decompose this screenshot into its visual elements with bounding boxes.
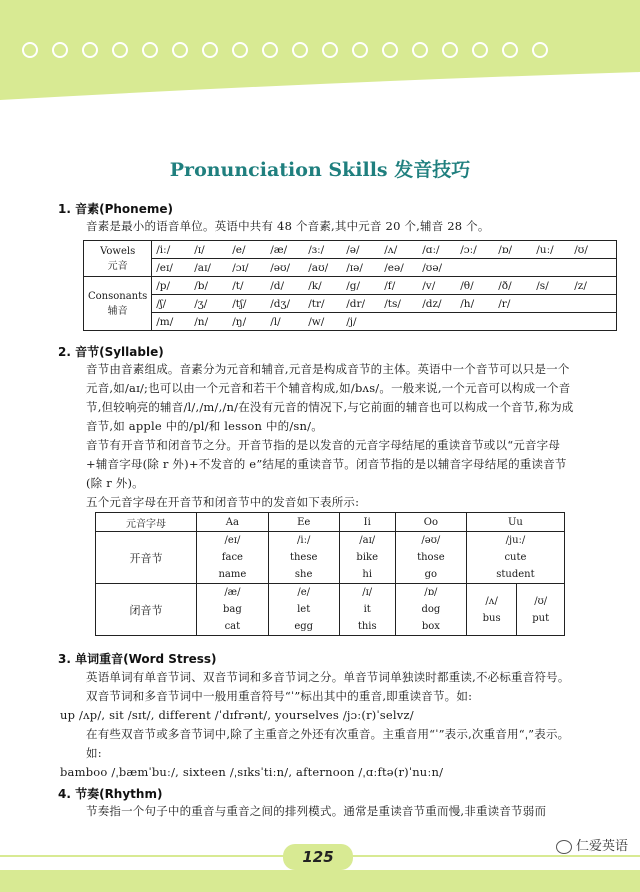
wechat-icon (556, 840, 572, 854)
phoneme-cell: /t/ (232, 279, 244, 292)
phoneme-cell: /v/ (422, 279, 436, 292)
phoneme-cell: /aɪ/ (194, 261, 211, 274)
phoneme-cell: /tʃ/ (232, 297, 247, 310)
table-header-cell: 元音字母 (96, 513, 197, 532)
consonants-row (152, 277, 617, 295)
phoneme-cell: /z/ (574, 279, 587, 292)
table-cell: /ʊ/ put (517, 584, 565, 636)
paragraph: 英语单词有单音节词、双音节词和多音节词之分。单音节词单独读时都重读,不必标重音符号。双音节词和多音节词中一般用重音符号“ˈ”标出其中的重音,即重读音节。如: up /ʌp/, sit /sɪt/, different /ˈdɪfrənt/, yourselves /jɔː(r)ˈselvz/ 在有些双音节或多音节词中,除了主重音之外还有次重音。主重音用“ˈ”表示,次重音用“ˌ”表示。如: bamboo /ˌbæmˈbuː/, sixteen /ˌsɪksˈtiːn/, afternoon /ˌɑːftə(r)ˈnuːn/ (60, 668, 580, 782)
footer-band (0, 870, 640, 892)
phoneme-cell: /ŋ/ (232, 315, 247, 328)
table-header-cell: Ee (268, 513, 339, 532)
phoneme-cell: /ʌ/ (384, 243, 398, 256)
page-number: 125 (283, 844, 353, 870)
phoneme-cell: /ɪ/ (194, 243, 205, 256)
phoneme-cell: /dʒ/ (270, 297, 290, 310)
phoneme-cell: /θ/ (460, 279, 474, 292)
phoneme-cell: /ʊ/ (574, 243, 588, 256)
consonants-row (152, 295, 617, 313)
consonants-row (152, 313, 617, 331)
phoneme-cell: /g/ (346, 279, 361, 292)
table-cell: /aɪ/ bike hi (339, 532, 395, 584)
phoneme-cell: /ɒ/ (498, 243, 513, 256)
section-heading-phoneme: 1. 音素(Phoneme) (58, 202, 173, 216)
example-line: up /ʌp/, sit /sɪt/, different /ˈdɪfrənt/, yourselves /jɔː(r)ˈselvz/ (60, 708, 414, 722)
phoneme-cell: /m/ (156, 315, 174, 328)
paragraph: 节奏指一个句子中的重音与重音之间的排列模式。通常是重读音节重而慢,非重读音节弱而 (86, 804, 547, 818)
phoneme-cell: /ʊə/ (422, 261, 443, 274)
page-title: Pronunciation Skills 发音技巧 (169, 159, 471, 181)
phoneme-cell: /uː/ (536, 243, 554, 256)
phoneme-cell: /l/ (270, 315, 281, 328)
phoneme-cell: /ʒ/ (194, 297, 208, 310)
vowels-row (152, 241, 617, 259)
banner-curve (0, 62, 640, 102)
section-heading-rhythm: 4. 节奏(Rhythm) (58, 787, 163, 801)
table-header-cell: Aa (197, 513, 269, 532)
phoneme-cell: /k/ (308, 279, 322, 292)
vowels-row (152, 259, 617, 277)
phoneme-cell: /ɑː/ (422, 243, 440, 256)
phoneme-cell: /ə/ (346, 243, 360, 256)
phoneme-cell: /ʃ/ (156, 297, 167, 310)
phoneme-cell: /ð/ (498, 279, 512, 292)
phoneme-cell: /ɔɪ/ (232, 261, 249, 274)
phoneme-cell: /dz/ (422, 297, 442, 310)
phoneme-cell: /h/ (460, 297, 475, 310)
phoneme-cell: /f/ (384, 279, 396, 292)
phoneme-cell: /b/ (194, 279, 209, 292)
table-header-cell: Ii (339, 513, 395, 532)
brand-watermark: 仁爱英语 (556, 835, 628, 854)
table-cell: /ɒ/ dog box (395, 584, 466, 636)
phoneme-cell: /p/ (156, 279, 171, 292)
vowel-letter-table (95, 512, 565, 636)
table-cell: /juː/ cute student (466, 532, 564, 584)
table-header-cell: Oo (395, 513, 466, 532)
table-cell: /ʌ/ bus (466, 584, 516, 636)
phoneme-cell: /iː/ (156, 243, 171, 256)
section-heading-syllable: 2. 音节(Syllable) (58, 345, 164, 359)
table-cell: /iː/ these she (268, 532, 339, 584)
closed-syllable-label: 闭音节 (96, 584, 197, 636)
phoneme-cell: /j/ (346, 315, 357, 328)
phoneme-cell: /eɪ/ (156, 261, 173, 274)
phoneme-cell: /r/ (498, 297, 511, 310)
open-syllable-label: 开音节 (96, 532, 197, 584)
phoneme-cell: /w/ (308, 315, 325, 328)
consonants-label: Consonants 辅音 (84, 277, 152, 331)
phoneme-cell: /dr/ (346, 297, 366, 310)
decorative-rings (22, 42, 548, 58)
phoneme-cell: /tr/ (308, 297, 325, 310)
phoneme-cell: /s/ (536, 279, 549, 292)
phoneme-cell: /əʊ/ (270, 261, 291, 274)
table-cell: /ɪ/ it this (339, 584, 395, 636)
phoneme-cell: /ɪə/ (346, 261, 363, 274)
phoneme-cell: /eə/ (384, 261, 404, 274)
phoneme-cell: /æ/ (270, 243, 288, 256)
vowels-label: Vowels 元音 (84, 241, 152, 277)
section-heading-word-stress: 3. 单词重音(Word Stress) (58, 652, 217, 666)
table-cell: /æ/ bag cat (197, 584, 269, 636)
phoneme-cell: /d/ (270, 279, 285, 292)
phoneme-cell: /ts/ (384, 297, 401, 310)
table-header-cell: Uu (466, 513, 564, 532)
table-cell: /eɪ/ face name (197, 532, 269, 584)
table-cell: /e/ let egg (268, 584, 339, 636)
header-banner (0, 0, 640, 100)
phoneme-table (83, 240, 617, 331)
table-cell: /əʊ/ those go (395, 532, 466, 584)
phoneme-cell: /aʊ/ (308, 261, 329, 274)
example-line: bamboo /ˌbæmˈbuː/, sixteen /ˌsɪksˈtiːn/, afternoon /ˌɑːftə(r)ˈnuːn/ (60, 765, 444, 779)
phoneme-cell: /ɔː/ (460, 243, 477, 256)
paragraph: 音素是最小的语音单位。英语中共有 48 个音素,其中元音 20 个,辅音 28 个。 (86, 219, 490, 233)
paragraph: 音节由音素组成。音素分为元音和辅音,元音是构成音节的主体。英语中一个音节可以只是一个元音,如/aɪ/;也可以由一个元音和若干个辅音构成,如/bʌs/。一般来说,一个元音可以构成一个音节,但较响亮的辅音/l/,/m/,/n/在没有元音的情况下,与它前面的辅音也可以构成一个音节,称为成音节,如 apple 中的/pl/和 lesson 中的/sn/。 音节有开音节和闭音节之分。开音节指的是以发音的元音字母结尾的重读音节或以“元音字母+辅音字母(除 r 外)+不发音的 e”结尾的重读音节。闭音节指的是以辅音字母结尾的重读音节(除 r 外)。 五个元音字母在开音节和闭音节中的发音如下表所示: (86, 362, 574, 509)
phoneme-cell: /ɜː/ (308, 243, 325, 256)
phoneme-cell: /e/ (232, 243, 246, 256)
phoneme-cell: /n/ (194, 315, 209, 328)
